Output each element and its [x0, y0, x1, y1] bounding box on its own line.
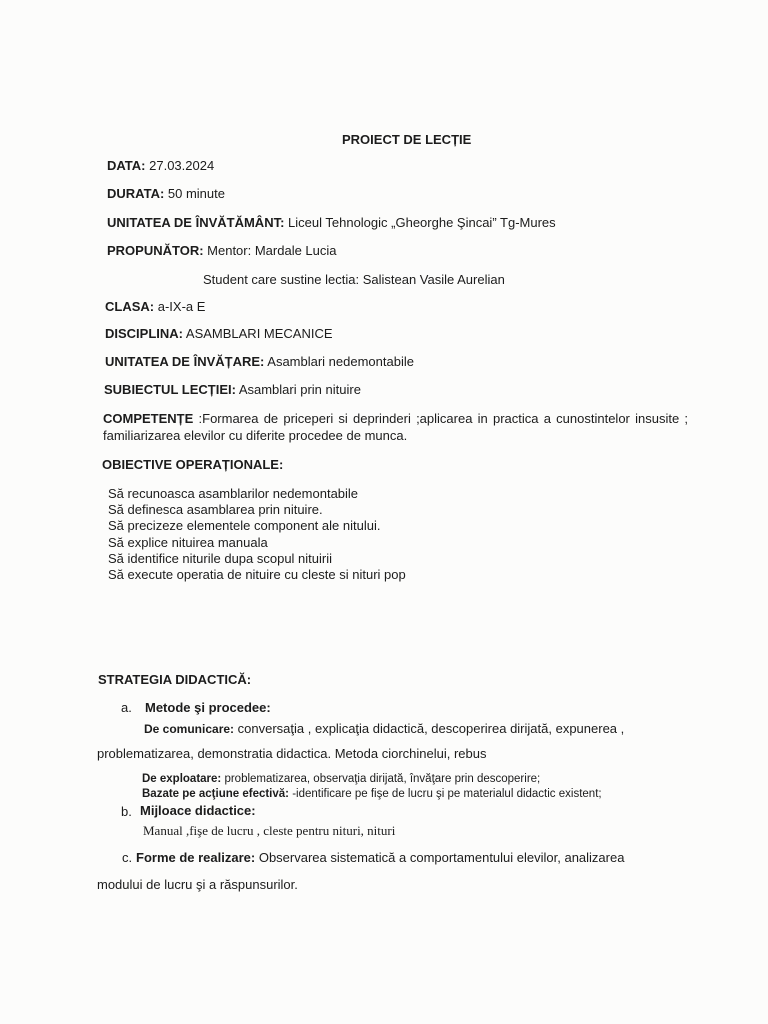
strategy-heading-text: STRATEGIA DIDACTICĂ:	[98, 672, 252, 687]
field-subiectul-label: SUBIECTUL LECȚIEI:	[104, 382, 236, 397]
field-competente	[103, 410, 688, 444]
field-durata-label: DURATA:	[107, 186, 165, 201]
objective-item: Să definesca asamblarea prin nituire.	[108, 502, 323, 518]
field-durata-value: 50 minute	[164, 186, 225, 201]
strategy-comunicare	[144, 721, 624, 736]
objective-item: Să execute operatia de nituire cu cleste si nituri pop	[108, 567, 406, 583]
strategy-b-title-text: Mijloace didactice:	[140, 803, 256, 818]
field-clasa-value: a-IX-a E	[154, 299, 206, 314]
objective-item: Să identifice niturile dupa scopul nituirii	[108, 550, 333, 566]
strategy-comunicare-continuation: problematizarea, demonstratia didactica. Metoda ciorchinelui, rebus	[97, 746, 487, 761]
field-unitatea-invatamant-label: UNITATEA DE ÎNVĂTĂMÂNT:	[107, 215, 285, 230]
field-competente-label: COMPETENȚE	[103, 411, 194, 426]
field-propunator	[107, 243, 337, 258]
field-disciplina-value: ASAMBLARI MECANICE	[183, 326, 333, 341]
field-disciplina-label: DISCIPLINA:	[105, 326, 183, 341]
strategy-c	[136, 850, 624, 865]
strategy-exploatare	[142, 773, 540, 785]
field-clasa-label: CLASA:	[105, 299, 155, 314]
strategy-b-marker: b.	[121, 804, 132, 819]
field-student: Student care sustine lectia: Salistean Vasile Aurelian	[203, 272, 505, 287]
field-data-label: DATA:	[107, 158, 146, 173]
objectives-heading	[102, 457, 283, 472]
field-propunator-value: Mentor: Mardale Lucia	[203, 243, 337, 258]
field-unitatea-invatamant	[107, 215, 556, 230]
objectives-heading-text: OBIECTIVE OPERAȚIONALE:	[102, 457, 284, 472]
field-unitatea-invatare	[105, 354, 414, 369]
field-propunator-label: PROPUNĂTOR:	[107, 243, 204, 258]
field-disciplina	[105, 326, 333, 341]
document-title: PROIECT DE LECȚIE	[342, 132, 472, 147]
c-value: Observarea sistematică a comportamentului elevilor, analizarea	[255, 850, 625, 865]
c-label: Forme de realizare:	[136, 850, 256, 865]
field-clasa	[105, 299, 205, 314]
field-subiectul	[104, 382, 361, 397]
strategy-a-title	[145, 700, 271, 715]
exploatare-label: De exploatare:	[142, 773, 222, 785]
actiune-label: Bazate pe acţiune efectivă:	[142, 788, 290, 800]
field-durata	[107, 186, 225, 201]
strategy-actiune	[142, 788, 602, 800]
strategy-c-marker: c.	[122, 850, 133, 865]
objectives-list	[108, 486, 406, 583]
actiune-value: -identificare pe fişe de lucru şi pe materialul didactic existent;	[289, 788, 602, 800]
field-competente-value: :Formarea de priceperi si deprinderi ;aplicarea in practica a cunostintelor insusite ; familiarizarea elevilor cu diferite procedee de munca.	[103, 411, 688, 443]
field-unitatea-invatare-label: UNITATEA DE ÎNVĂȚARE:	[105, 354, 265, 369]
comunicare-label: De comunicare:	[144, 722, 235, 736]
field-data	[107, 158, 214, 173]
field-unitatea-invatare-value: Asamblari nedemontabile	[264, 354, 414, 369]
comunicare-value: conversaţia , explicaţia didactică, descoperirea dirijată, expunerea ,	[234, 721, 625, 736]
exploatare-value: problematizarea, observaţia dirijată, învăţare prin descoperire;	[221, 773, 541, 785]
strategy-heading	[98, 672, 251, 687]
field-subiectul-value: Asamblari prin nituire	[235, 382, 361, 397]
strategy-b-value: Manual ,fişe de lucru , cleste pentru nituri, nituri	[143, 823, 396, 838]
strategy-c-continuation: modului de lucru şi a răspunsurilor.	[97, 877, 298, 892]
strategy-b-title	[140, 803, 256, 818]
objective-item: Să recunoasca asamblarilor nedemontabile	[108, 486, 359, 501]
strategy-a-title-text: Metode şi procedee:	[145, 700, 271, 715]
strategy-a-marker: a.	[121, 700, 132, 715]
field-data-value: 27.03.2024	[145, 158, 215, 173]
objective-item: Să explice nituirea manuala	[108, 534, 268, 550]
objective-item: Să precizeze elementele component ale nitului.	[108, 518, 381, 534]
field-unitatea-invatamant-value: Liceul Tehnologic „Gheorghe Şincai” Tg-Mures	[284, 215, 556, 230]
